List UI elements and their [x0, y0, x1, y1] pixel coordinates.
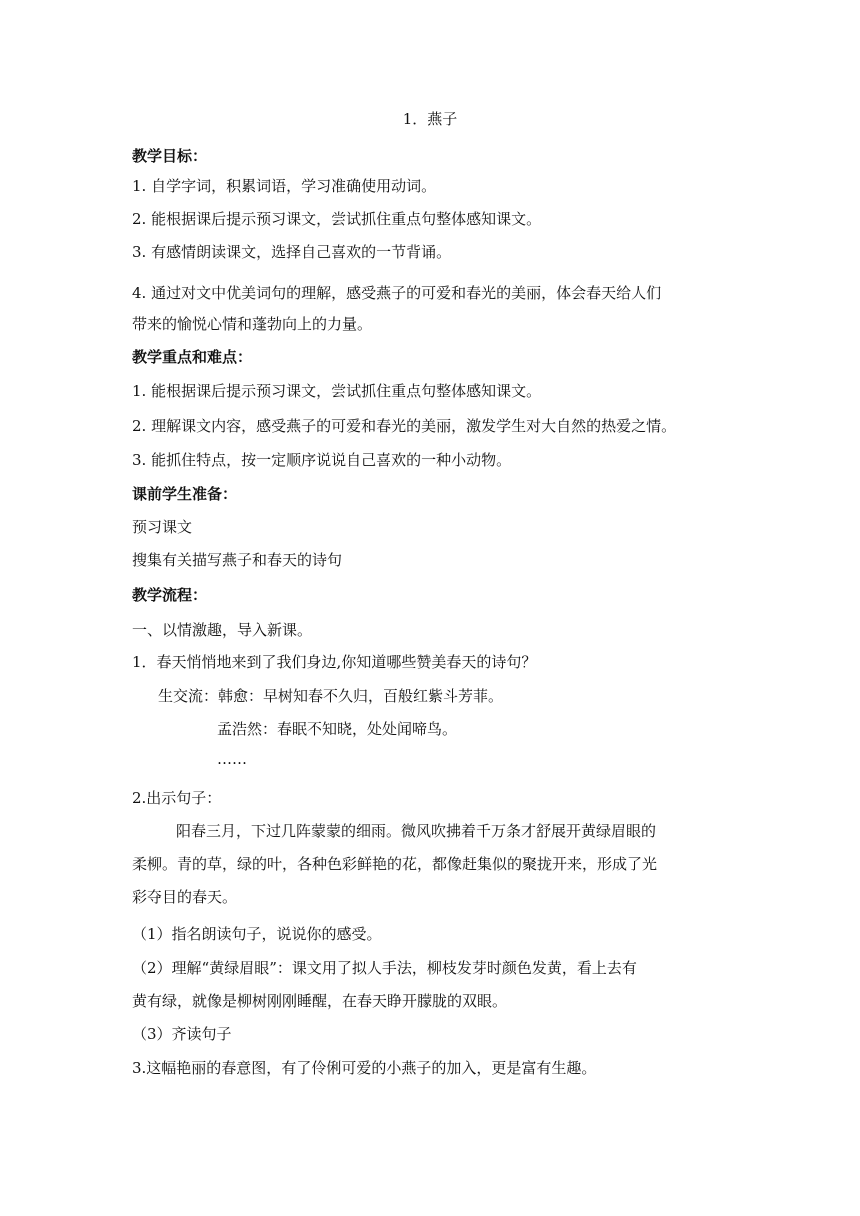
goal-item: 3. 有感情朗读课文，选择自己喜欢的一节背诵。 — [132, 243, 452, 261]
goal-item: 1. 自学字词，积累词语，学习准确使用动词。 — [132, 177, 437, 195]
flow-step: 黄有绿，就像是柳树刚刚睡醒，在春天睁开朦胧的双眼。 — [132, 992, 508, 1010]
flow-step: （2）理解“黄绿眉眼”：课文用了拟人手法，柳枝发芽时颜色发黄，看上去有 — [132, 959, 637, 977]
prep-heading: 课前学生准备： — [132, 485, 238, 503]
flow-step: …… — [217, 750, 247, 768]
prep-item: 预习课文 — [132, 518, 193, 536]
key-heading: 教学重点和难点： — [132, 348, 253, 366]
flow-step: （1）指名朗读句子，说说你的感受。 — [132, 925, 382, 943]
goal-item: 2. 能根据课后提示预习课文，尝试抓住重点句整体感知课文。 — [132, 210, 542, 228]
key-item: 3. 能抓住特点，按一定顺序说说自己喜欢的一种小动物。 — [132, 451, 512, 469]
flow-step: 1．春天悄悄地来到了我们身边,你知道哪些赞美春天的诗句？ — [132, 653, 537, 671]
prep-item: 搜集有关描写燕子和春天的诗句 — [132, 551, 343, 569]
goal-item-continued: 带来的愉悦心情和蓬勃向上的力量。 — [132, 315, 373, 333]
key-item: 1. 能根据课后提示预习课文，尝试抓住重点句整体感知课文。 — [132, 382, 542, 400]
flow-step: （3）齐读句子 — [132, 1025, 232, 1043]
flow-step: 2.出示句子： — [132, 789, 222, 807]
flow-step: 孟浩然：春眠不知晓，处处闻啼鸟。 — [217, 720, 458, 738]
quote-paragraph: 阳春三月，下过几阵蒙蒙的细雨。微风吹拂着千万条才舒展开黄绿眉眼的 — [176, 822, 657, 840]
flow-step: 3.这幅艳丽的春意图，有了伶俐可爱的小燕子的加入，更是富有生趣。 — [132, 1059, 597, 1077]
flow-step: 生交流：韩愈：早树知春不久归，百般红紫斗芳菲。 — [158, 687, 504, 705]
quote-paragraph: 彩夺目的春天。 — [132, 888, 238, 906]
page-title: 1．燕子 — [402, 110, 458, 128]
key-item: 2. 理解课文内容，感受燕子的可爱和春光的美丽，激发学生对大自然的热爱之情。 — [132, 417, 677, 435]
goals-heading: 教学目标： — [132, 147, 208, 165]
flow-step: 一、以情激趣，导入新课。 — [132, 621, 313, 639]
goal-item: 4. 通过对文中优美词句的理解，感受燕子的可爱和春光的美丽，体会春天给人们 — [132, 284, 662, 302]
quote-paragraph: 柔柳。青的草，绿的叶，各种色彩鲜艳的花，都像赶集似的聚拢开来，形成了光 — [132, 855, 658, 873]
flow-heading: 教学流程： — [132, 586, 208, 604]
